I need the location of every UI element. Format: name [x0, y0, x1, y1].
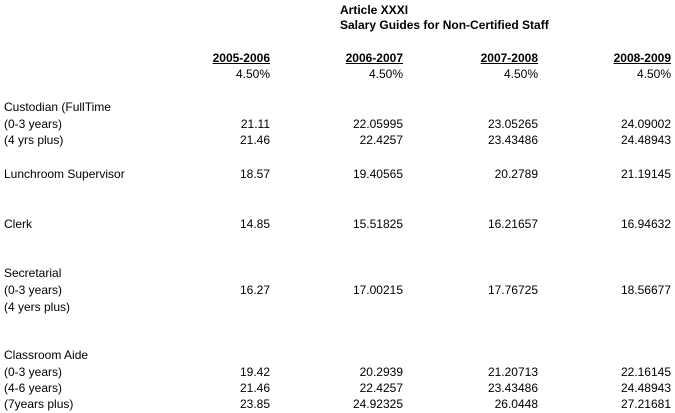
cell-value: 17.76725: [487, 283, 538, 297]
cell-value: 15.51825: [352, 217, 403, 231]
cell-value: 24.48943: [620, 133, 671, 147]
cell-value: 23.43486: [487, 381, 538, 395]
cell-value: 14.85: [239, 217, 270, 231]
cell-value: 22.4257: [359, 381, 403, 395]
cell-value: 19.40565: [352, 167, 403, 181]
cell-value: 21.19145: [620, 167, 671, 181]
cell-value: 22.4257: [359, 133, 403, 147]
cell-value: 23.05265: [487, 117, 538, 131]
year-header-3: 2007-2008: [480, 51, 538, 65]
row-label-lunchroom-supervisor: Lunchroom Supervisor: [4, 167, 125, 181]
row-label: (0-3 years): [4, 283, 63, 297]
increase-4: 4.50%: [636, 67, 671, 81]
cell-value: 21.46: [239, 381, 270, 395]
cell-value: 26.0448: [494, 397, 538, 411]
row-label: (0-3 years): [4, 365, 63, 379]
cell-value: 19.42: [239, 365, 270, 379]
cell-value: 16.94632: [620, 217, 671, 231]
row-label-secretarial: Secretarial: [4, 266, 62, 280]
document-title: Salary Guides for Non-Certified Staff: [340, 18, 549, 32]
increase-1: 4.50%: [235, 67, 270, 81]
year-header-2: 2006-2007: [345, 51, 403, 65]
cell-value: 23.85: [239, 397, 270, 411]
cell-value: 21.20713: [487, 365, 538, 379]
cell-value: 18.57: [239, 167, 270, 181]
cell-value: 21.46: [239, 133, 270, 147]
increase-3: 4.50%: [503, 67, 538, 81]
row-label: (4 yers plus): [4, 300, 71, 314]
cell-value: 24.92325: [352, 397, 403, 411]
row-label-classroom-aide: Classroom Aide: [4, 348, 89, 362]
cell-value: 24.48943: [620, 381, 671, 395]
year-header-4: 2008-2009: [613, 51, 671, 65]
row-label: (4 yrs plus): [4, 133, 64, 147]
cell-value: 24.09002: [620, 117, 671, 131]
increase-2: 4.50%: [368, 67, 403, 81]
cell-value: 16.21657: [487, 217, 538, 231]
cell-value: 23.43486: [487, 133, 538, 147]
cell-value: 22.16145: [620, 365, 671, 379]
cell-value: 20.2789: [494, 167, 538, 181]
article-title: Article XXXI: [340, 3, 409, 17]
row-label: (0-3 years): [4, 117, 63, 131]
row-label-clerk: Clerk: [4, 217, 33, 231]
cell-value: 22.05995: [352, 117, 403, 131]
cell-value: 16.27: [239, 283, 270, 297]
cell-value: 17.00215: [352, 283, 403, 297]
year-header-1: 2005-2006: [212, 51, 270, 65]
cell-value: 20.2939: [359, 365, 403, 379]
row-label-custodian: Custodian (FullTime: [4, 100, 111, 114]
row-label: (4-6 years): [4, 381, 63, 395]
row-label: (7years plus): [4, 397, 74, 411]
cell-value: 21.11: [240, 117, 270, 131]
cell-value: 18.56677: [620, 283, 671, 297]
cell-value: 27.21681: [620, 397, 671, 411]
